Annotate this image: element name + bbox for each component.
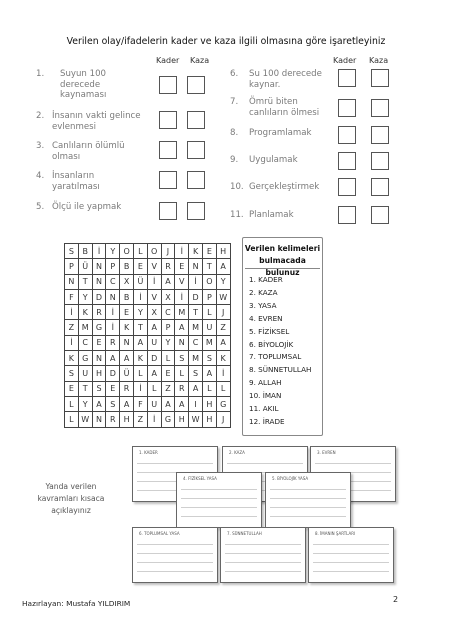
grid-cell[interactable]: C — [161, 305, 175, 320]
grid-cell[interactable]: F — [65, 289, 79, 304]
grid-cell[interactable]: İ — [189, 274, 203, 289]
kader-column-header: Kader — [156, 56, 180, 65]
word-item: 7. TOPLUMSAL — [249, 352, 302, 362]
grid-cell[interactable]: A — [147, 366, 161, 381]
grid-cell[interactable]: L — [202, 381, 216, 396]
word-item: 3. YASA — [249, 300, 277, 310]
word-list-box — [242, 237, 323, 436]
grid-cell[interactable]: X — [147, 305, 161, 320]
grid-cell[interactable]: Ü — [120, 366, 134, 381]
grid-cell[interactable]: H — [216, 244, 230, 259]
grid-cell[interactable]: E — [161, 366, 175, 381]
grid-cell[interactable]: Y — [161, 335, 175, 350]
grid-cell[interactable]: R — [106, 335, 120, 350]
grid-cell[interactable]: L — [202, 305, 216, 320]
word-list-title-line: Verilen kelimeleri — [244, 244, 321, 253]
grid-cell[interactable]: P — [106, 259, 120, 274]
grid-cell[interactable]: V — [147, 289, 161, 304]
grid-cell[interactable]: G — [78, 351, 92, 366]
grid-cell[interactable]: O — [147, 244, 161, 259]
grid-row — [65, 412, 231, 427]
grid-cell[interactable]: Y — [106, 244, 120, 259]
grid-cell[interactable]: V — [147, 259, 161, 274]
grid-cell[interactable]: B — [120, 259, 134, 274]
grid-cell[interactable]: K — [65, 351, 79, 366]
grid-cell[interactable]: W — [78, 412, 92, 427]
grid-row — [65, 244, 231, 259]
grid-cell[interactable]: İ — [92, 244, 106, 259]
grid-cell[interactable]: N — [92, 412, 106, 427]
definition-card[interactable] — [265, 472, 351, 528]
instruction-line: açıklayınız — [51, 506, 91, 515]
kaza-checkbox[interactable] — [371, 126, 389, 144]
grid-cell[interactable]: E — [202, 244, 216, 259]
grid-cell[interactable]: D — [189, 289, 203, 304]
word-item: 9. ALLAH — [249, 378, 282, 388]
question-number: 4. — [36, 171, 45, 181]
grid-cell[interactable]: İ — [216, 366, 230, 381]
grid-row — [65, 351, 231, 366]
grid-cell[interactable]: L — [161, 351, 175, 366]
grid-cell[interactable]: K — [78, 305, 92, 320]
word-item: 10. İMAN — [249, 391, 282, 401]
grid-cell[interactable]: K — [133, 351, 147, 366]
question-number: 7. — [230, 97, 239, 107]
question-text: Suyun 100 derecede kaynaması — [60, 69, 107, 100]
grid-cell[interactable]: İ — [133, 289, 147, 304]
grid-cell[interactable]: W — [189, 412, 203, 427]
grid-row — [65, 381, 231, 396]
grid-cell[interactable]: U — [147, 335, 161, 350]
grid-cell[interactable]: D — [92, 289, 106, 304]
grid-cell[interactable]: M — [189, 351, 203, 366]
grid-cell[interactable]: Y — [78, 289, 92, 304]
grid-cell[interactable]: L — [65, 396, 79, 411]
grid-row — [65, 289, 231, 304]
grid-cell[interactable]: A — [161, 274, 175, 289]
grid-cell[interactable]: J — [216, 305, 230, 320]
grid-cell[interactable]: H — [202, 396, 216, 411]
word-list-title-line: bulmacada bulunuz — [259, 256, 306, 277]
kader-checkbox[interactable] — [338, 178, 356, 196]
grid-cell[interactable]: A — [216, 259, 230, 274]
author-credit: Hazırlayan: Mustafa YILDIRIM — [22, 599, 131, 608]
grid-cell[interactable]: U — [78, 366, 92, 381]
grid-cell[interactable]: Y — [216, 274, 230, 289]
card-label: 5. BİYOLOJİK YASA — [272, 476, 309, 481]
question-number: 5. — [36, 202, 45, 212]
grid-cell[interactable]: K — [189, 244, 203, 259]
kader-checkbox[interactable] — [159, 141, 177, 159]
grid-cell[interactable]: P — [161, 320, 175, 335]
grid-cell[interactable]: İ — [133, 381, 147, 396]
grid-cell[interactable]: H — [202, 412, 216, 427]
kader-checkbox[interactable] — [338, 152, 356, 170]
grid-cell[interactable]: N — [106, 289, 120, 304]
grid-cell[interactable]: Z — [133, 412, 147, 427]
question-text: Su 100 derecede kaynar. — [249, 69, 322, 90]
kaza-checkbox[interactable] — [187, 202, 205, 220]
question-number: 3. — [36, 141, 45, 151]
grid-cell[interactable]: Y — [78, 396, 92, 411]
grid-cell[interactable]: P — [202, 289, 216, 304]
grid-cell[interactable]: Z — [216, 320, 230, 335]
grid-cell[interactable]: U — [147, 396, 161, 411]
word-item: 4. EVREN — [249, 313, 283, 323]
card-label: 8. İMANIN ŞARTLARI — [315, 531, 356, 536]
question-text: Uygulamak — [249, 155, 298, 165]
grid-row — [65, 320, 231, 335]
instruction-line: kavramları kısaca — [37, 494, 105, 503]
grid-cell[interactable]: H — [92, 366, 106, 381]
grid-cell[interactable]: R — [175, 381, 189, 396]
grid-cell[interactable]: B — [78, 244, 92, 259]
grid-cell[interactable]: L — [216, 381, 230, 396]
grid-cell[interactable]: A — [202, 366, 216, 381]
grid-cell[interactable]: C — [106, 274, 120, 289]
grid-cell[interactable]: A — [175, 320, 189, 335]
grid-cell[interactable]: A — [175, 396, 189, 411]
grid-cell[interactable]: O — [120, 244, 134, 259]
grid-cell[interactable]: V — [175, 274, 189, 289]
word-item: 2. KAZA — [249, 287, 278, 297]
grid-cell[interactable]: Z — [161, 381, 175, 396]
kader-checkbox[interactable] — [159, 202, 177, 220]
grid-cell[interactable]: A — [189, 381, 203, 396]
kaza-checkbox[interactable] — [187, 111, 205, 129]
word-item: 8. SÜNNETULLAH — [249, 365, 312, 375]
kaza-checkbox[interactable] — [371, 99, 389, 117]
kader-checkbox[interactable] — [338, 126, 356, 144]
grid-cell[interactable]: İ — [147, 274, 161, 289]
grid-cell[interactable]: A — [147, 320, 161, 335]
question-number: 11. — [230, 210, 244, 220]
kader-checkbox[interactable] — [338, 69, 356, 87]
instruction-line: Yanda verilen — [45, 482, 97, 491]
grid-cell[interactable]: S — [92, 381, 106, 396]
kader-checkbox[interactable] — [338, 99, 356, 117]
grid-cell[interactable]: P — [65, 259, 79, 274]
question-number: 10. — [230, 182, 244, 192]
grid-cell[interactable]: N — [65, 274, 79, 289]
kaza-checkbox[interactable] — [371, 69, 389, 87]
grid-cell[interactable]: G — [92, 320, 106, 335]
kader-checkbox[interactable] — [338, 206, 356, 224]
grid-cell[interactable]: S — [65, 244, 79, 259]
word-item: 1. KADER — [249, 275, 283, 284]
grid-cell[interactable]: N — [92, 259, 106, 274]
grid-cell[interactable]: N — [92, 351, 106, 366]
grid-cell[interactable]: Ü — [133, 274, 147, 289]
grid-cell[interactable]: N — [120, 335, 134, 350]
grid-cell[interactable]: E — [65, 381, 79, 396]
grid-cell[interactable]: N — [92, 274, 106, 289]
grid-row — [65, 396, 231, 411]
grid-cell[interactable]: E — [92, 335, 106, 350]
question-text: Gerçekleştirmek — [249, 182, 320, 192]
grid-cell[interactable]: X — [120, 274, 134, 289]
card-label: 7. SÜNNETULLAH — [227, 531, 262, 536]
question-text: Planlamak — [249, 210, 294, 220]
grid-cell[interactable]: E — [106, 381, 120, 396]
kaza-checkbox[interactable] — [187, 171, 205, 189]
grid-cell[interactable]: X — [161, 289, 175, 304]
word-search-grid — [64, 243, 231, 428]
grid-cell[interactable]: T — [202, 259, 216, 274]
grid-cell[interactable]: D — [147, 351, 161, 366]
grid-cell[interactable]: G — [216, 396, 230, 411]
grid-cell[interactable]: A — [161, 396, 175, 411]
grid-cell[interactable]: Ü — [78, 259, 92, 274]
question-text: Programlamak — [249, 128, 312, 138]
grid-cell[interactable]: R — [120, 381, 134, 396]
grid-cell[interactable]: İ — [65, 305, 79, 320]
grid-cell[interactable]: R — [106, 412, 120, 427]
grid-cell[interactable]: A — [216, 335, 230, 350]
grid-cell[interactable]: C — [189, 335, 203, 350]
kader-column-header: Kader — [333, 56, 357, 65]
grid-cell[interactable]: F — [133, 396, 147, 411]
grid-cell[interactable]: E — [120, 305, 134, 320]
grid-cell[interactable]: K — [120, 320, 134, 335]
grid-cell[interactable]: İ — [65, 335, 79, 350]
grid-cell[interactable]: G — [161, 412, 175, 427]
grid-cell[interactable]: N — [175, 335, 189, 350]
grid-cell[interactable]: H — [175, 412, 189, 427]
grid-cell[interactable]: A — [92, 396, 106, 411]
grid-row — [65, 305, 231, 320]
definition-card[interactable] — [308, 527, 394, 583]
grid-cell[interactable]: S — [65, 366, 79, 381]
grid-cell[interactable]: S — [202, 351, 216, 366]
grid-cell[interactable]: B — [120, 289, 134, 304]
grid-cell[interactable]: J — [161, 244, 175, 259]
grid-cell[interactable]: İ — [147, 412, 161, 427]
card-label: 3. EVREN — [317, 450, 336, 455]
grid-cell[interactable]: T — [189, 305, 203, 320]
grid-cell[interactable]: A — [120, 351, 134, 366]
grid-cell[interactable]: E — [175, 259, 189, 274]
word-list — [249, 274, 311, 429]
kader-checkbox[interactable] — [159, 76, 177, 94]
kaza-checkbox[interactable] — [371, 178, 389, 196]
definition-card[interactable] — [176, 472, 262, 528]
grid-cell[interactable]: M — [78, 320, 92, 335]
question-number: 9. — [230, 155, 239, 165]
grid-cell[interactable]: T — [78, 381, 92, 396]
question-text: Ömrü biten canlıların ölmesi — [249, 97, 320, 118]
kaza-checkbox[interactable] — [371, 152, 389, 170]
grid-cell[interactable]: S — [106, 396, 120, 411]
definition-card[interactable] — [132, 527, 218, 583]
grid-cell[interactable]: İ — [175, 289, 189, 304]
question-text: Ölçü ile yapmak — [52, 202, 122, 212]
grid-cell[interactable]: L — [175, 366, 189, 381]
kader-checkbox[interactable] — [159, 171, 177, 189]
kaza-column-header: Kaza — [369, 56, 389, 65]
page-title: Verilen olay/ifadelerin kader ve kaza ilgili olmasına göre işaretleyiniz — [66, 36, 386, 47]
grid-row — [65, 366, 231, 381]
grid-row — [65, 259, 231, 274]
grid-cell[interactable]: T — [133, 320, 147, 335]
grid-cell[interactable]: I — [189, 396, 203, 411]
grid-cell[interactable]: Z — [65, 320, 79, 335]
grid-cell[interactable]: L — [133, 366, 147, 381]
grid-row — [65, 274, 231, 289]
word-item: 11. AKIL — [249, 404, 279, 414]
side-instruction — [28, 481, 114, 517]
grid-cell[interactable]: A — [120, 396, 134, 411]
grid-cell[interactable]: Y — [133, 305, 147, 320]
grid-cell[interactable]: T — [78, 274, 92, 289]
kaza-checkbox[interactable] — [187, 76, 205, 94]
divider — [245, 268, 320, 269]
question-text: Canlıların ölümlü olması — [52, 141, 125, 162]
grid-cell[interactable]: L — [65, 412, 79, 427]
card-label: 1. KADER — [139, 450, 158, 455]
grid-cell[interactable]: M — [189, 320, 203, 335]
question-number: 6. — [230, 69, 239, 79]
kaza-column-header: Kaza — [190, 56, 210, 65]
grid-cell[interactable]: U — [202, 320, 216, 335]
grid-cell[interactable]: W — [216, 289, 230, 304]
word-item: 5. FİZİKSEL — [249, 326, 290, 336]
grid-cell[interactable]: S — [175, 351, 189, 366]
grid-cell[interactable]: H — [120, 412, 134, 427]
grid-cell[interactable]: D — [106, 366, 120, 381]
grid-cell[interactable]: C — [78, 335, 92, 350]
card-label: 6. TOPLUMSAL YASA — [139, 531, 180, 536]
question-text: İnsanların yaratılması — [52, 171, 100, 192]
word-item: 12. İRADE — [249, 416, 285, 426]
grid-cell[interactable]: O — [202, 274, 216, 289]
grid-cell[interactable]: L — [147, 381, 161, 396]
grid-cell[interactable]: E — [133, 259, 147, 274]
grid-cell[interactable]: M — [175, 305, 189, 320]
word-item: 6. BİYOLOJİK — [249, 339, 294, 349]
grid-cell[interactable]: K — [216, 351, 230, 366]
grid-row — [65, 335, 231, 350]
grid-cell[interactable]: M — [202, 335, 216, 350]
kaza-checkbox[interactable] — [187, 141, 205, 159]
definition-card[interactable] — [220, 527, 306, 583]
grid-cell[interactable]: İ — [106, 320, 120, 335]
kaza-checkbox[interactable] — [371, 206, 389, 224]
question-text: İnsanın vakti gelince evlenmesi — [52, 111, 141, 132]
grid-cell[interactable]: N — [189, 259, 203, 274]
grid-cell[interactable]: A — [106, 351, 120, 366]
grid-cell[interactable]: R — [161, 259, 175, 274]
page-number: 2 — [393, 595, 399, 604]
grid-cell[interactable]: S — [189, 366, 203, 381]
grid-cell[interactable]: İ — [175, 244, 189, 259]
question-number: 1. — [36, 69, 45, 79]
kader-checkbox[interactable] — [159, 111, 177, 129]
grid-cell[interactable]: İ — [106, 305, 120, 320]
question-number: 2. — [36, 111, 45, 121]
grid-cell[interactable]: L — [133, 244, 147, 259]
grid-cell[interactable]: R — [92, 305, 106, 320]
grid-cell[interactable]: J — [216, 412, 230, 427]
question-number: 8. — [230, 128, 239, 138]
card-label: 2. KAZA — [229, 450, 245, 455]
card-label: 4. FİZİKSEL YASA — [183, 476, 217, 481]
grid-cell[interactable]: A — [133, 335, 147, 350]
